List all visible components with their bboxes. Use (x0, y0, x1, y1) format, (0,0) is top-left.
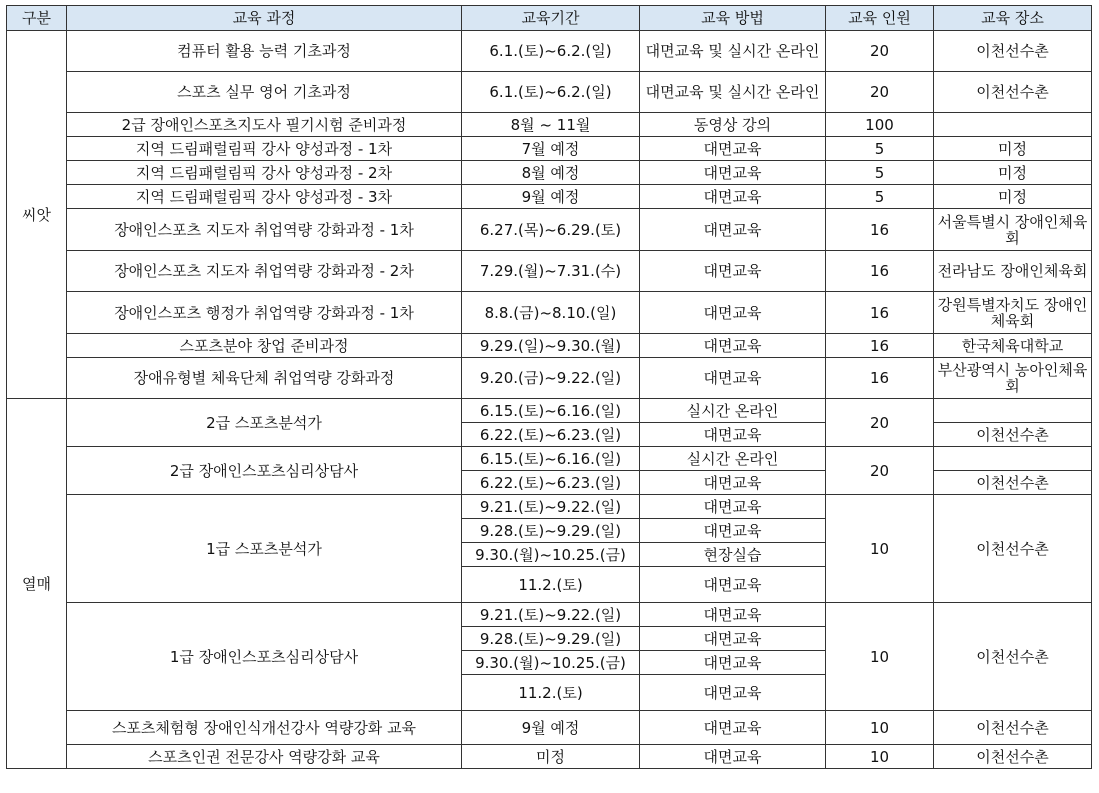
people-cell: 10 (826, 603, 934, 711)
period-cell: 9.28.(토)~9.29.(일) (462, 519, 640, 543)
period-cell: 미정 (462, 745, 640, 769)
table-row (7, 495, 1092, 519)
header-method: 교육 방법 (640, 6, 826, 31)
method-cell: 대면교육 (640, 471, 826, 495)
people-cell: 16 (826, 251, 934, 292)
course-cell: 장애유형별 체육단체 취업역량 강화과정 (67, 358, 462, 399)
period-cell: 9.20.(금)~9.22.(일) (462, 358, 640, 399)
method-cell: 현장실습 (640, 543, 826, 567)
period-cell: 7월 예정 (462, 137, 640, 161)
period-cell: 6.15.(토)~6.16.(일) (462, 399, 640, 423)
people-cell: 20 (826, 31, 934, 72)
period-cell: 6.22.(토)~6.23.(일) (462, 423, 640, 447)
period-cell: 9월 예정 (462, 711, 640, 745)
place-cell: 이천선수촌 (934, 495, 1092, 603)
table-row (7, 358, 1092, 399)
period-cell: 11.2.(토) (462, 567, 640, 603)
header-category: 구분 (7, 6, 67, 31)
header-place: 교육 장소 (934, 6, 1092, 31)
period-cell: 9.28.(토)~9.29.(일) (462, 627, 640, 651)
period-cell: 6.22.(토)~6.23.(일) (462, 471, 640, 495)
period-cell: 9.21.(토)~9.22.(일) (462, 495, 640, 519)
people-cell: 5 (826, 137, 934, 161)
method-cell: 대면교육 (640, 603, 826, 627)
place-cell: 미정 (934, 137, 1092, 161)
course-cell: 장애인스포츠 지도자 취업역량 강화과정 - 1차 (67, 209, 462, 251)
table-row (7, 137, 1092, 161)
method-cell: 대면교육 및 실시간 온라인 (640, 31, 826, 72)
table-row (7, 447, 1092, 471)
table-row (7, 745, 1092, 769)
people-cell: 10 (826, 745, 934, 769)
table-row (7, 113, 1092, 137)
method-cell: 실시간 온라인 (640, 447, 826, 471)
period-cell: 6.15.(토)~6.16.(일) (462, 447, 640, 471)
period-cell: 11.2.(토) (462, 675, 640, 711)
place-cell: 이천선수촌 (934, 31, 1092, 72)
table-row (7, 31, 1092, 72)
method-cell: 대면교육 (640, 161, 826, 185)
period-cell: 9.30.(월)~10.25.(금) (462, 543, 640, 567)
course-cell: 장애인스포츠 행정가 취업역량 강화과정 - 1차 (67, 292, 462, 334)
people-cell: 20 (826, 447, 934, 495)
method-cell: 실시간 온라인 (640, 399, 826, 423)
course-cell: 2급 스포츠분석가 (67, 399, 462, 447)
course-cell: 스포츠체험형 장애인식개선강사 역량강화 교육 (67, 711, 462, 745)
place-cell: 이천선수촌 (934, 72, 1092, 113)
course-cell: 2급 장애인스포츠지도사 필기시험 준비과정 (67, 113, 462, 137)
table-row (7, 399, 1092, 423)
place-cell: 이천선수촌 (934, 711, 1092, 745)
method-cell: 대면교육 (640, 334, 826, 358)
period-cell: 6.1.(토)~6.2.(일) (462, 31, 640, 72)
place-cell: 이천선수촌 (934, 423, 1092, 447)
group-label-fruit: 열매 (7, 399, 67, 769)
people-cell: 20 (826, 399, 934, 447)
method-cell: 대면교육 (640, 627, 826, 651)
method-cell: 대면교육 (640, 185, 826, 209)
period-cell: 9월 예정 (462, 185, 640, 209)
header-row (7, 6, 1092, 31)
place-cell: 이천선수촌 (934, 471, 1092, 495)
method-cell: 대면교육 (640, 495, 826, 519)
method-cell: 대면교육 (640, 358, 826, 399)
place-cell: 서울특별시 장애인체육회 (934, 209, 1092, 251)
people-cell: 5 (826, 161, 934, 185)
people-cell: 16 (826, 358, 934, 399)
course-cell: 지역 드림패럴림픽 강사 양성과정 - 2차 (67, 161, 462, 185)
table-row (7, 251, 1092, 292)
table-row (7, 603, 1092, 627)
course-cell: 스포츠 실무 영어 기초과정 (67, 72, 462, 113)
method-cell: 대면교육 (640, 651, 826, 675)
place-cell: 미정 (934, 185, 1092, 209)
method-cell: 대면교육 (640, 675, 826, 711)
place-cell (934, 399, 1092, 423)
period-cell: 7.29.(월)~7.31.(수) (462, 251, 640, 292)
header-people: 교육 인원 (826, 6, 934, 31)
header-period: 교육기간 (462, 6, 640, 31)
table-row (7, 711, 1092, 745)
period-cell: 9.21.(토)~9.22.(일) (462, 603, 640, 627)
place-cell: 부산광역시 농아인체육회 (934, 358, 1092, 399)
course-cell: 컴퓨터 활용 능력 기초과정 (67, 31, 462, 72)
period-cell: 8월 ~ 11월 (462, 113, 640, 137)
method-cell: 대면교육 (640, 137, 826, 161)
place-cell: 강원특별자치도 장애인체육회 (934, 292, 1092, 334)
table-row (7, 292, 1092, 334)
people-cell: 16 (826, 209, 934, 251)
people-cell: 16 (826, 292, 934, 334)
education-schedule-table (6, 5, 1092, 769)
course-cell: 지역 드림패럴림픽 강사 양성과정 - 3차 (67, 185, 462, 209)
people-cell: 10 (826, 711, 934, 745)
course-cell: 스포츠인권 전문강사 역량강화 교육 (67, 745, 462, 769)
place-cell: 전라남도 장애인체육회 (934, 251, 1092, 292)
people-cell: 16 (826, 334, 934, 358)
place-cell: 한국체육대학교 (934, 334, 1092, 358)
table-row (7, 72, 1092, 113)
method-cell: 대면교육 (640, 711, 826, 745)
course-cell: 지역 드림패럴림픽 강사 양성과정 - 1차 (67, 137, 462, 161)
course-cell: 2급 장애인스포츠심리상담사 (67, 447, 462, 495)
place-cell: 이천선수촌 (934, 603, 1092, 711)
people-cell: 20 (826, 72, 934, 113)
method-cell: 대면교육 (640, 423, 826, 447)
people-cell: 10 (826, 495, 934, 603)
table-row (7, 161, 1092, 185)
period-cell: 6.1.(토)~6.2.(일) (462, 72, 640, 113)
place-cell (934, 447, 1092, 471)
method-cell: 대면교육 (640, 292, 826, 334)
period-cell: 9.29.(일)~9.30.(월) (462, 334, 640, 358)
group-label-seed: 씨앗 (7, 31, 67, 399)
place-cell: 이천선수촌 (934, 745, 1092, 769)
period-cell: 8월 예정 (462, 161, 640, 185)
method-cell: 대면교육 및 실시간 온라인 (640, 72, 826, 113)
people-cell: 100 (826, 113, 934, 137)
method-cell: 대면교육 (640, 567, 826, 603)
table-row (7, 185, 1092, 209)
method-cell: 대면교육 (640, 745, 826, 769)
method-cell: 대면교육 (640, 209, 826, 251)
method-cell: 대면교육 (640, 251, 826, 292)
course-cell: 스포츠분야 창업 준비과정 (67, 334, 462, 358)
course-cell: 1급 스포츠분석가 (67, 495, 462, 603)
place-cell: 미정 (934, 161, 1092, 185)
table-row (7, 334, 1092, 358)
header-course: 교육 과정 (67, 6, 462, 31)
course-cell: 1급 장애인스포츠심리상담사 (67, 603, 462, 711)
period-cell: 6.27.(목)~6.29.(토) (462, 209, 640, 251)
people-cell: 5 (826, 185, 934, 209)
period-cell: 8.8.(금)~8.10.(일) (462, 292, 640, 334)
method-cell: 동영상 강의 (640, 113, 826, 137)
table-row (7, 209, 1092, 251)
method-cell: 대면교육 (640, 519, 826, 543)
period-cell: 9.30.(월)~10.25.(금) (462, 651, 640, 675)
place-cell (934, 113, 1092, 137)
course-cell: 장애인스포츠 지도자 취업역량 강화과정 - 2차 (67, 251, 462, 292)
